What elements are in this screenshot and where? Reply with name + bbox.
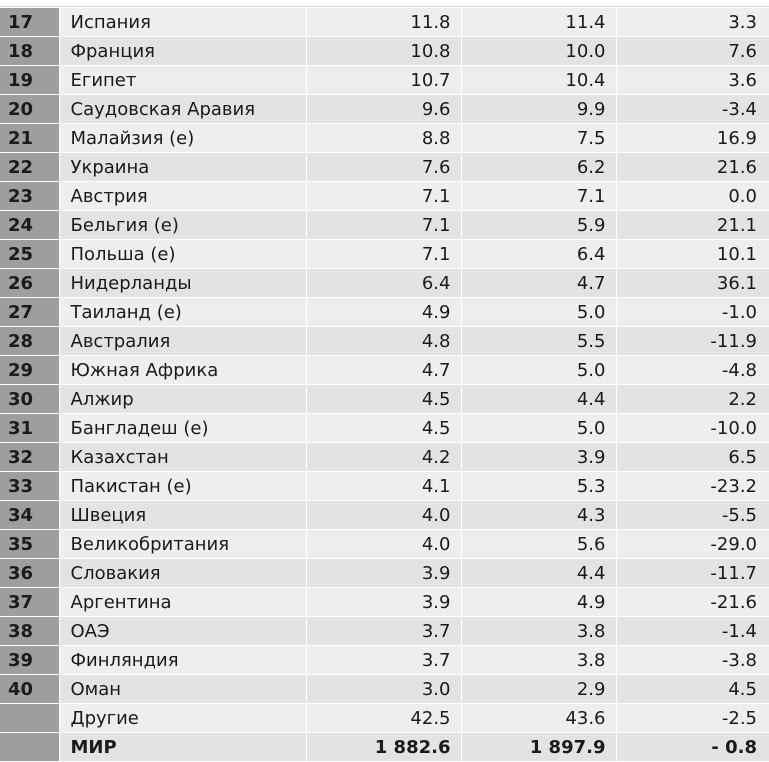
table-row bbox=[0, 327, 769, 356]
change-cell: -1.4 bbox=[616, 617, 769, 646]
country-cell: Украина bbox=[59, 153, 306, 182]
value-1-cell: 3.7 bbox=[306, 617, 461, 646]
value-1-cell: 42.5 bbox=[306, 704, 461, 733]
country-cell: Бангладеш (е) bbox=[59, 414, 306, 443]
table-row bbox=[0, 472, 769, 501]
change-cell: 6.5 bbox=[616, 443, 769, 472]
change-cell: -2.5 bbox=[616, 704, 769, 733]
value-2-cell: 5.5 bbox=[461, 327, 616, 356]
table-row bbox=[0, 559, 769, 588]
country-cell: Финляндия bbox=[59, 646, 306, 675]
change-cell: 4.5 bbox=[616, 675, 769, 704]
rank-cell: 40 bbox=[0, 675, 59, 704]
change-cell: 2.2 bbox=[616, 385, 769, 414]
country-cell: Таиланд (е) bbox=[59, 298, 306, 327]
top-divider bbox=[0, 0, 769, 7]
rank-cell: 37 bbox=[0, 588, 59, 617]
change-cell: 0.0 bbox=[616, 182, 769, 211]
table-row bbox=[0, 414, 769, 443]
table-row bbox=[0, 298, 769, 327]
country-cell: Словакия bbox=[59, 559, 306, 588]
table-row bbox=[0, 443, 769, 472]
change-cell: -11.7 bbox=[616, 559, 769, 588]
change-cell: 7.6 bbox=[616, 37, 769, 66]
rank-cell: 28 bbox=[0, 327, 59, 356]
value-2-cell: 5.9 bbox=[461, 211, 616, 240]
change-cell: -3.8 bbox=[616, 646, 769, 675]
table-row bbox=[0, 8, 769, 37]
country-cell: Алжир bbox=[59, 385, 306, 414]
rank-cell: 27 bbox=[0, 298, 59, 327]
country-cell: Оман bbox=[59, 675, 306, 704]
rank-cell: 23 bbox=[0, 182, 59, 211]
value-1-cell: 3.9 bbox=[306, 588, 461, 617]
country-cell: Бельгия (е) bbox=[59, 211, 306, 240]
value-1-cell: 4.5 bbox=[306, 385, 461, 414]
value-1-cell: 3.9 bbox=[306, 559, 461, 588]
table-row bbox=[0, 646, 769, 675]
rank-cell: 31 bbox=[0, 414, 59, 443]
table-row bbox=[0, 37, 769, 66]
value-2-cell: 4.9 bbox=[461, 588, 616, 617]
country-cell: Нидерланды bbox=[59, 269, 306, 298]
table-row bbox=[0, 153, 769, 182]
value-2-cell: 10.4 bbox=[461, 66, 616, 95]
rank-cell: 38 bbox=[0, 617, 59, 646]
value-2-cell: 2.9 bbox=[461, 675, 616, 704]
value-2-cell: 5.0 bbox=[461, 298, 616, 327]
value-2-cell: 11.4 bbox=[461, 8, 616, 37]
value-1-cell: 4.8 bbox=[306, 327, 461, 356]
change-cell: 16.9 bbox=[616, 124, 769, 153]
change-cell: 10.1 bbox=[616, 240, 769, 269]
table-row bbox=[0, 385, 769, 414]
table-row bbox=[0, 66, 769, 95]
country-cell: Испания bbox=[59, 8, 306, 37]
table-row bbox=[0, 182, 769, 211]
value-1-cell: 10.7 bbox=[306, 66, 461, 95]
rank-cell: 21 bbox=[0, 124, 59, 153]
table-row bbox=[0, 95, 769, 124]
rank-cell: 18 bbox=[0, 37, 59, 66]
change-cell: -4.8 bbox=[616, 356, 769, 385]
table-row bbox=[0, 704, 769, 733]
value-2-cell: 5.6 bbox=[461, 530, 616, 559]
value-2-cell: 4.4 bbox=[461, 559, 616, 588]
rank-cell: 32 bbox=[0, 443, 59, 472]
value-2-cell: 3.9 bbox=[461, 443, 616, 472]
country-cell: Малайзия (е) bbox=[59, 124, 306, 153]
value-1-cell: 8.8 bbox=[306, 124, 461, 153]
table-row bbox=[0, 211, 769, 240]
country-cell: МИР bbox=[59, 733, 306, 762]
table-row bbox=[0, 356, 769, 385]
change-cell: -1.0 bbox=[616, 298, 769, 327]
rank-cell bbox=[0, 733, 59, 762]
table-row bbox=[0, 269, 769, 298]
rank-cell: 24 bbox=[0, 211, 59, 240]
value-2-cell: 3.8 bbox=[461, 617, 616, 646]
table-row bbox=[0, 530, 769, 559]
change-cell: -10.0 bbox=[616, 414, 769, 443]
value-2-cell: 4.7 bbox=[461, 269, 616, 298]
value-2-cell: 1 897.9 bbox=[461, 733, 616, 762]
change-cell: -5.5 bbox=[616, 501, 769, 530]
value-1-cell: 4.1 bbox=[306, 472, 461, 501]
rank-cell: 20 bbox=[0, 95, 59, 124]
value-1-cell: 3.0 bbox=[306, 675, 461, 704]
table-row bbox=[0, 501, 769, 530]
value-2-cell: 5.0 bbox=[461, 356, 616, 385]
value-1-cell: 11.8 bbox=[306, 8, 461, 37]
country-cell: Аргентина bbox=[59, 588, 306, 617]
table-row bbox=[0, 124, 769, 153]
change-cell: 3.3 bbox=[616, 8, 769, 37]
value-1-cell: 7.1 bbox=[306, 211, 461, 240]
rank-cell bbox=[0, 704, 59, 733]
rank-cell: 34 bbox=[0, 501, 59, 530]
value-1-cell: 4.7 bbox=[306, 356, 461, 385]
country-cell: Саудовская Аравия bbox=[59, 95, 306, 124]
change-cell: 3.6 bbox=[616, 66, 769, 95]
table-row bbox=[0, 617, 769, 646]
table-body bbox=[0, 8, 769, 762]
change-cell: 21.1 bbox=[616, 211, 769, 240]
change-cell: - 0.8 bbox=[616, 733, 769, 762]
value-2-cell: 10.0 bbox=[461, 37, 616, 66]
country-cell: Другие bbox=[59, 704, 306, 733]
value-2-cell: 7.1 bbox=[461, 182, 616, 211]
country-cell: Южная Африка bbox=[59, 356, 306, 385]
value-2-cell: 9.9 bbox=[461, 95, 616, 124]
rank-cell: 26 bbox=[0, 269, 59, 298]
value-1-cell: 4.5 bbox=[306, 414, 461, 443]
value-1-cell: 3.7 bbox=[306, 646, 461, 675]
country-cell: ОАЭ bbox=[59, 617, 306, 646]
value-2-cell: 5.0 bbox=[461, 414, 616, 443]
country-cell: Швеция bbox=[59, 501, 306, 530]
value-1-cell: 6.4 bbox=[306, 269, 461, 298]
country-cell: Франция bbox=[59, 37, 306, 66]
rank-cell: 36 bbox=[0, 559, 59, 588]
value-1-cell: 4.0 bbox=[306, 530, 461, 559]
country-cell: Австрия bbox=[59, 182, 306, 211]
value-2-cell: 3.8 bbox=[461, 646, 616, 675]
rank-cell: 29 bbox=[0, 356, 59, 385]
rank-cell: 25 bbox=[0, 240, 59, 269]
value-2-cell: 4.3 bbox=[461, 501, 616, 530]
change-cell: -21.6 bbox=[616, 588, 769, 617]
value-1-cell: 7.1 bbox=[306, 182, 461, 211]
table-row bbox=[0, 675, 769, 704]
value-1-cell: 4.0 bbox=[306, 501, 461, 530]
country-cell: Пакистан (е) bbox=[59, 472, 306, 501]
country-cell: Казахстан bbox=[59, 443, 306, 472]
value-1-cell: 9.6 bbox=[306, 95, 461, 124]
rank-cell: 33 bbox=[0, 472, 59, 501]
rank-cell: 30 bbox=[0, 385, 59, 414]
table-row bbox=[0, 588, 769, 617]
change-cell: -11.9 bbox=[616, 327, 769, 356]
value-1-cell: 7.1 bbox=[306, 240, 461, 269]
country-cell: Египет bbox=[59, 66, 306, 95]
value-2-cell: 43.6 bbox=[461, 704, 616, 733]
value-2-cell: 7.5 bbox=[461, 124, 616, 153]
value-2-cell: 5.3 bbox=[461, 472, 616, 501]
value-2-cell: 6.4 bbox=[461, 240, 616, 269]
table-row bbox=[0, 733, 769, 762]
country-cell: Великобритания bbox=[59, 530, 306, 559]
country-cell: Австралия bbox=[59, 327, 306, 356]
rank-cell: 35 bbox=[0, 530, 59, 559]
rank-cell: 22 bbox=[0, 153, 59, 182]
change-cell: 36.1 bbox=[616, 269, 769, 298]
steel-production-table bbox=[0, 8, 769, 762]
rank-cell: 39 bbox=[0, 646, 59, 675]
table-row bbox=[0, 240, 769, 269]
value-1-cell: 7.6 bbox=[306, 153, 461, 182]
change-cell: -23.2 bbox=[616, 472, 769, 501]
value-1-cell: 1 882.6 bbox=[306, 733, 461, 762]
value-2-cell: 6.2 bbox=[461, 153, 616, 182]
change-cell: -3.4 bbox=[616, 95, 769, 124]
value-1-cell: 10.8 bbox=[306, 37, 461, 66]
rank-cell: 17 bbox=[0, 8, 59, 37]
rank-cell: 19 bbox=[0, 66, 59, 95]
value-2-cell: 4.4 bbox=[461, 385, 616, 414]
change-cell: -29.0 bbox=[616, 530, 769, 559]
country-cell: Польша (е) bbox=[59, 240, 306, 269]
change-cell: 21.6 bbox=[616, 153, 769, 182]
value-1-cell: 4.9 bbox=[306, 298, 461, 327]
value-1-cell: 4.2 bbox=[306, 443, 461, 472]
